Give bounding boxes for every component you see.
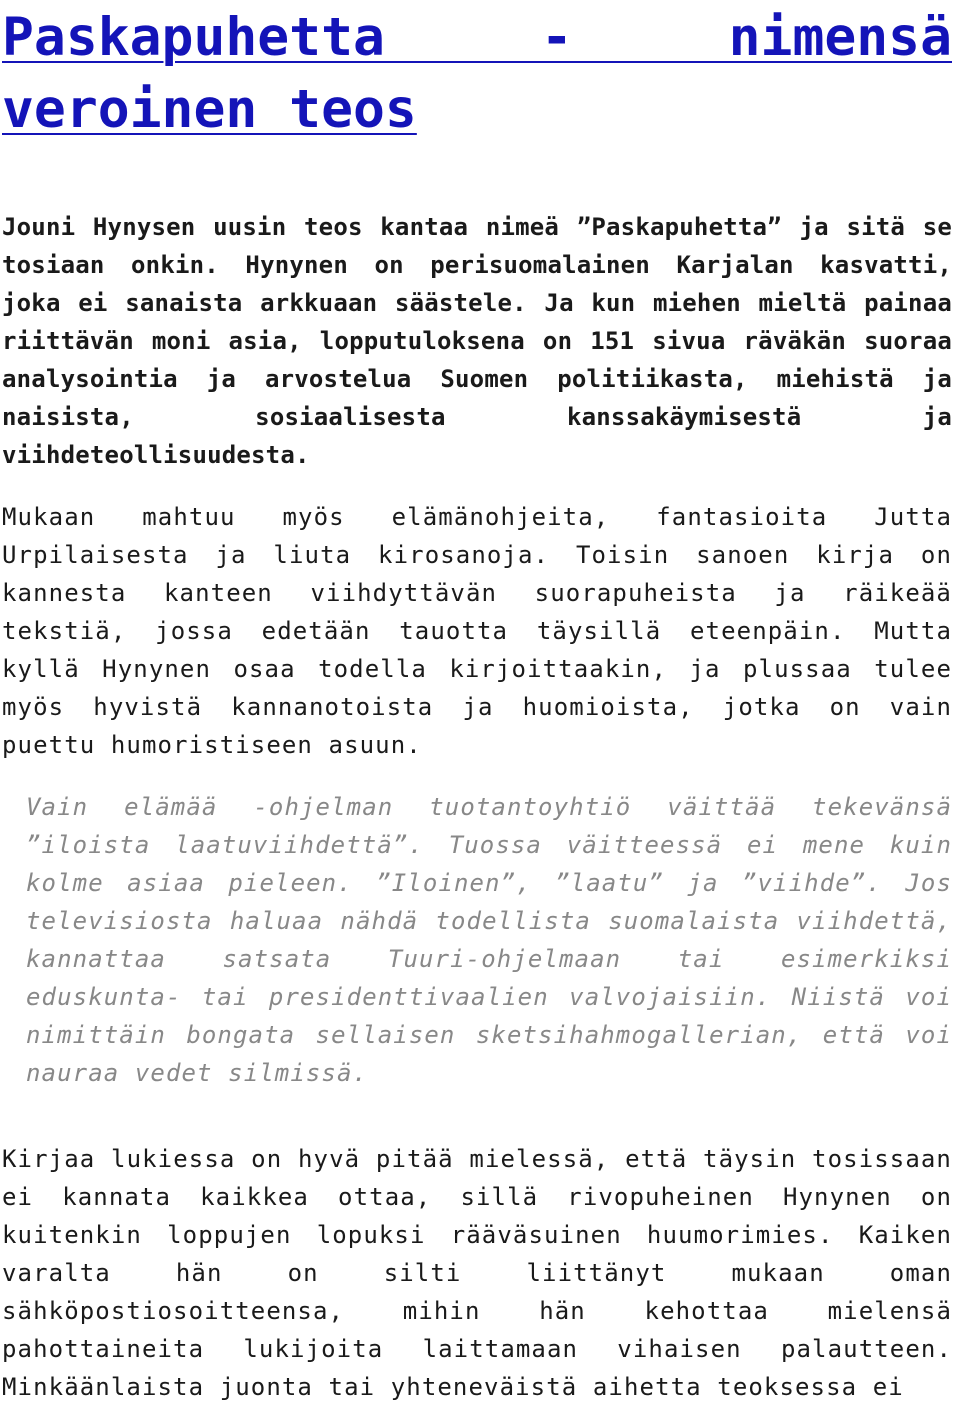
article-page <box>2 0 952 1406</box>
article-title-link[interactable]: Paskapuhetta - nimensä veroinen teos <box>2 7 952 140</box>
article-blockquote: Vain elämää -ohjelman tuotantoyhtiö väittää tekevänsä ”iloista laatuviihdettä”. Tuossa väitteessä ei mene kuin kolme asiaa pieleen. ”Iloinen”, ”laatu” ja ”viihde”. Jos televisiosta haluaa nähdä todellista suomalaista viihdettä, kannattaa satsata Tuuri-ohjelmaan tai esimerkiksi eduskunta- tai presidenttivaalien valvojaisiin. Niistä voi nimittäin bongata sellaisen sketsihahmogallerian, että voi nauraa vedet silmissä. <box>26 793 952 1087</box>
article-lead-paragraph: Jouni Hynysen uusin teos kantaa nimeä ”Paskapuhetta” ja sitä se tosiaan onkin. Hynynen on perisuomalainen Karjalan kasvatti, joka ei sanaista arkkuaan säästele. Ja kun miehen mieltä painaa riittävän moni asia, lopputuloksena on 151 sivua räväkän suoraa analysointia ja arvostelua Suomen politiikasta, miehistä ja naisista, sosiaalisesta kanssakäymisestä ja viihdeteollisuudesta. <box>2 213 952 469</box>
article-paragraph-1: Mukaan mahtuu myös elämänohjeita, fantasioita Jutta Urpilaisesta ja liuta kirosanoja. Toisin sanoen kirja on kannesta kanteen viihdyttävän suorapuheista ja räikeää tekstiä, jossa edetään tauotta täysillä eteenpäin. Mutta kyllä Hynynen osaa todella kirjoittaakin, ja plussaa tulee myös hyvistä kannanotoista ja huomioista, jotka on vain puettu humoristiseen asuun. <box>2 503 952 759</box>
article-title <box>2 0 952 146</box>
article-paragraph-2: Kirjaa lukiessa on hyvä pitää mielessä, että täysin tosissaan ei kannata kaikkea ottaa, sillä rivopuheinen Hynynen on kuitenkin loppujen lopuksi rääväsuinen huumorimies. Kaiken varalta hän on silti liittänyt mukaan oman sähköpostiosoitteensa, mihin hän kehottaa mielensä pahottaineita lukijoita laittamaan vihaisen palautteen. Minkäänlaista juonta tai yhteneväistä aihetta teoksessa ei <box>2 1145 952 1401</box>
